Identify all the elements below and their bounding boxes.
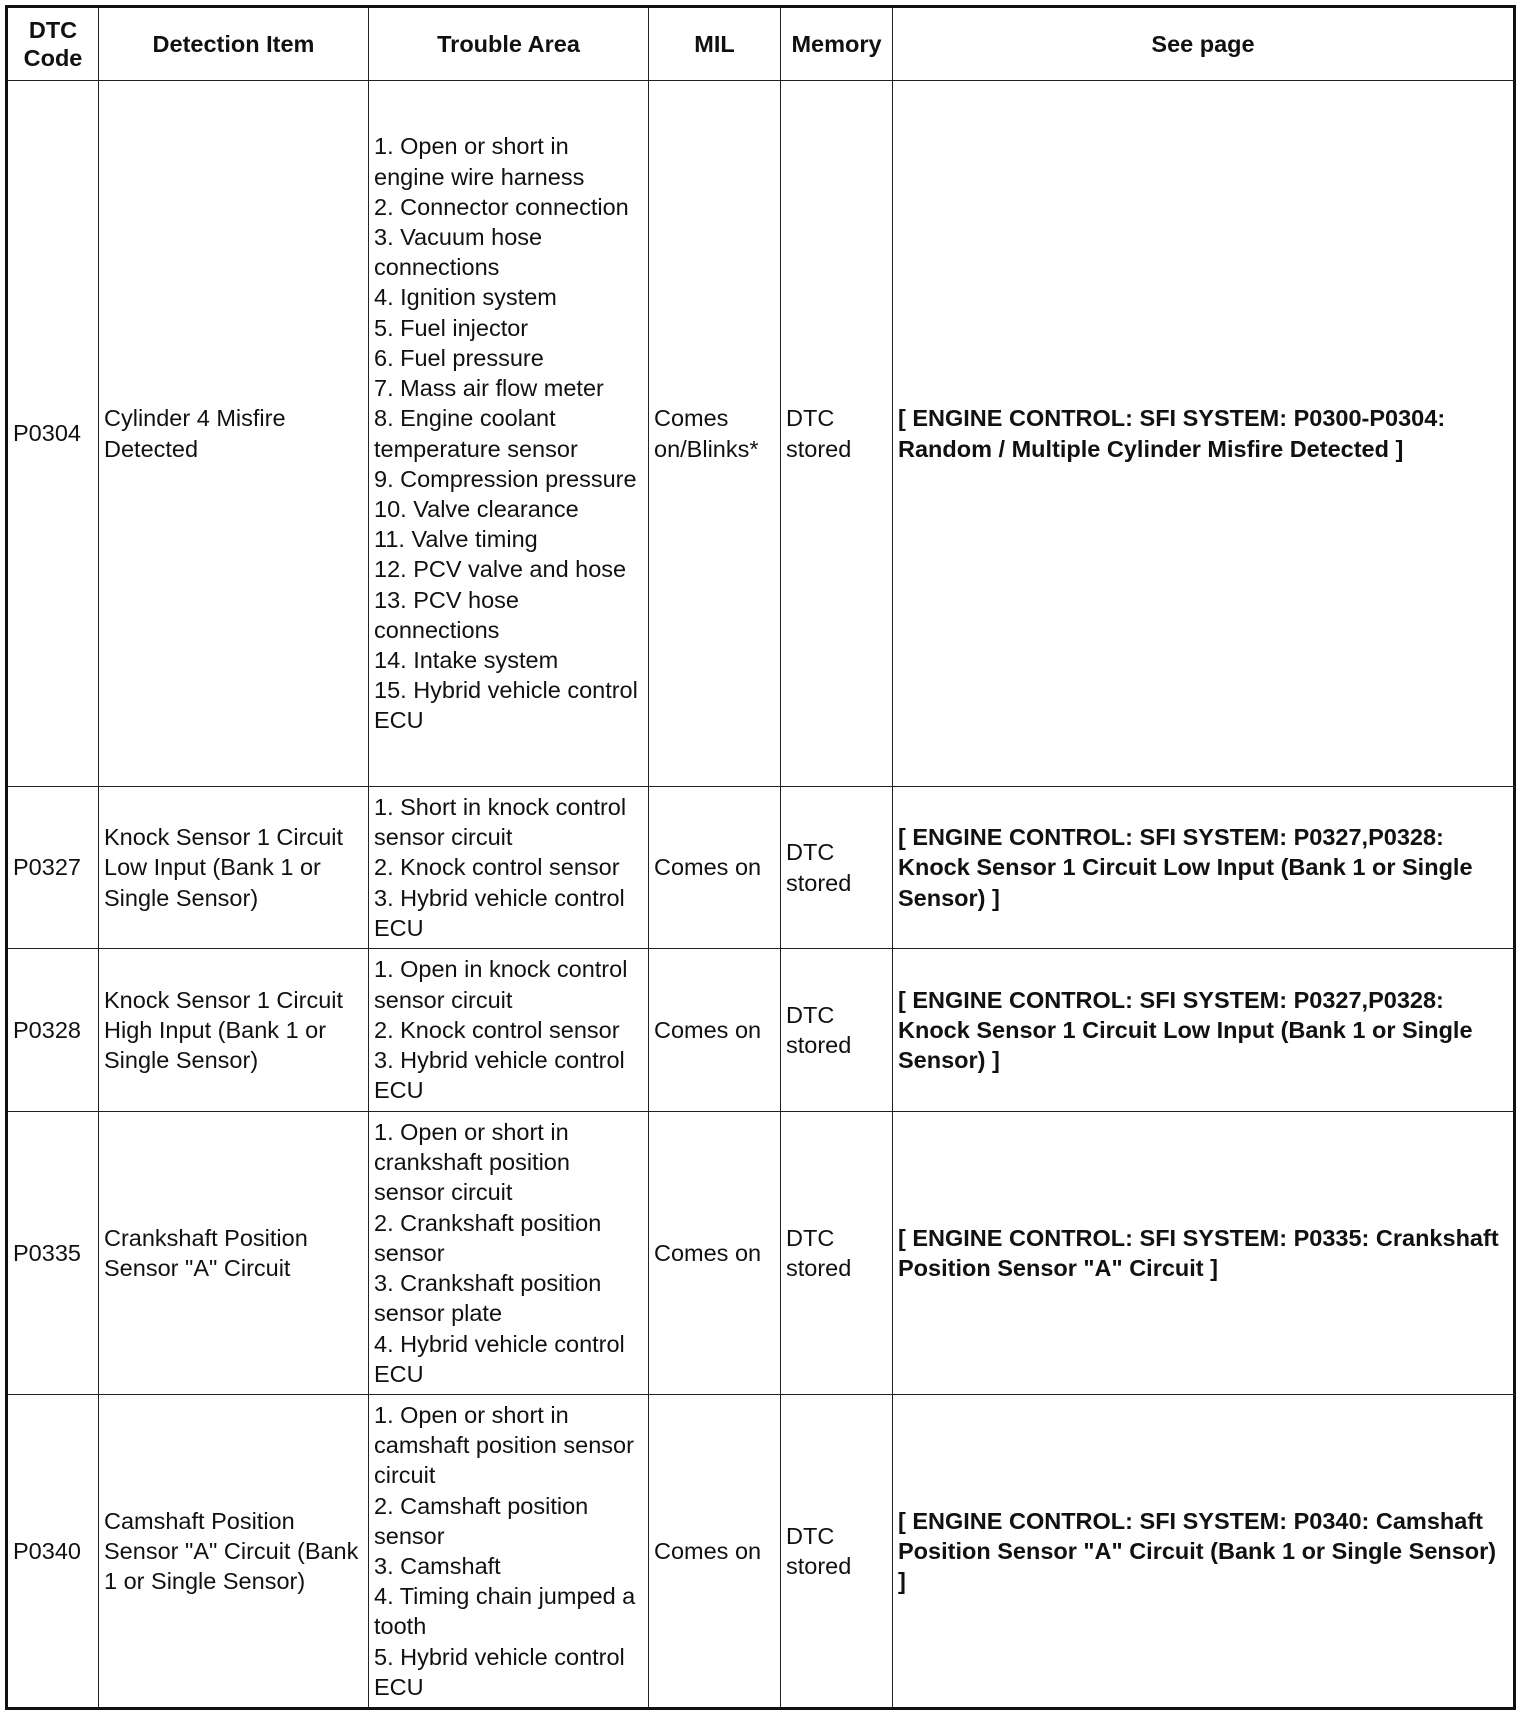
trouble-area-item: 13. PCV hose connections <box>374 586 520 643</box>
trouble-area-item: 1. Short in knock control sensor circuit <box>374 793 627 851</box>
table-header-row <box>7 7 1515 81</box>
header-mil: MIL <box>649 7 781 81</box>
trouble-area-item: 3. Vacuum hose connections <box>374 224 543 281</box>
trouble-area-cell <box>369 1395 649 1709</box>
header-memory: Memory <box>781 7 893 81</box>
mil-cell: Comes on/Blinks* <box>649 81 781 787</box>
trouble-area-item: 9. Compression pressure <box>374 465 637 492</box>
table-row <box>7 787 1515 949</box>
table-row <box>7 81 1515 787</box>
dtc-code-cell: P0335 <box>7 1112 99 1395</box>
trouble-area-cell <box>369 81 649 787</box>
mil-cell: Comes on <box>649 1395 781 1709</box>
detection-item-cell: Knock Sensor 1 Circuit High Input (Bank 1 or Single Sensor) <box>99 949 369 1112</box>
trouble-area-item: 14. Intake system <box>374 646 559 673</box>
memory-cell: DTC stored <box>781 81 893 787</box>
trouble-area-item: 3. Crankshaft position sensor plate <box>374 1270 602 1327</box>
dtc-code-cell: P0328 <box>7 949 99 1112</box>
trouble-area-item: 2. Knock control sensor <box>374 1016 620 1043</box>
trouble-area-cell <box>369 787 649 949</box>
memory-cell: DTC stored <box>781 1395 893 1709</box>
trouble-area-item: 4. Hybrid vehicle control ECU <box>374 1330 625 1387</box>
trouble-area-item: 8. Engine coolant temperature sensor <box>374 405 578 462</box>
trouble-area-item: 5. Hybrid vehicle control ECU <box>374 1643 625 1700</box>
trouble-area-item: 11. Valve timing <box>374 526 538 553</box>
dtc-table <box>5 5 1516 1710</box>
header-see-page: See page <box>893 7 1515 81</box>
trouble-area-item: 2. Camshaft position sensor <box>374 1492 589 1549</box>
trouble-area-item: 1. Open in knock control sensor circuit <box>374 956 628 1013</box>
dtc-code-cell: P0327 <box>7 787 99 949</box>
see-page-link[interactable]: [ ENGINE CONTROL: SFI SYSTEM: P0327,P0328: Knock Sensor 1 Circuit Low Input (Bank 1 or Single Sensor) ] <box>893 787 1515 949</box>
detection-item-cell: Crankshaft Position Sensor "A" Circuit <box>99 1112 369 1395</box>
trouble-area-item: 15. Hybrid vehicle control ECU <box>374 677 638 734</box>
dtc-code-cell: P0340 <box>7 1395 99 1709</box>
see-page-link[interactable]: [ ENGINE CONTROL: SFI SYSTEM: P0340: Camshaft Position Sensor "A" Circuit (Bank 1 or Single Sensor) ] <box>893 1395 1515 1709</box>
trouble-area-item: 2. Connector connection <box>374 193 629 220</box>
mil-cell: Comes on <box>649 787 781 949</box>
trouble-area-item: 6. Fuel pressure <box>374 344 544 371</box>
table-row <box>7 949 1515 1112</box>
see-page-link[interactable]: [ ENGINE CONTROL: SFI SYSTEM: P0327,P0328: Knock Sensor 1 Circuit Low Input (Bank 1 or Single Sensor) ] <box>893 949 1515 1112</box>
trouble-area-item: 1. Open or short in crankshaft position sensor circuit <box>374 1119 570 1206</box>
detection-item-cell: Cylinder 4 Misfire Detected <box>99 81 369 787</box>
trouble-area-item: 1. Open or short in engine wire harness <box>374 133 585 190</box>
mil-cell: Comes on <box>649 1112 781 1395</box>
trouble-area-cell <box>369 949 649 1112</box>
memory-cell: DTC stored <box>781 787 893 949</box>
trouble-area-item: 10. Valve clearance <box>374 495 579 522</box>
trouble-area-item: 3. Camshaft <box>374 1553 501 1579</box>
trouble-area-item: 4. Ignition system <box>374 284 557 311</box>
table-row <box>7 1395 1515 1709</box>
trouble-area-item: 7. Mass air flow meter <box>374 375 604 402</box>
trouble-area-item: 2. Knock control sensor <box>374 854 620 881</box>
see-page-link[interactable]: [ ENGINE CONTROL: SFI SYSTEM: P0335: Crankshaft Position Sensor "A" Circuit ] <box>893 1112 1515 1395</box>
trouble-area-item: 5. Fuel injector <box>374 314 529 341</box>
table-row <box>7 1112 1515 1395</box>
trouble-area-item: 2. Crankshaft position sensor <box>374 1209 602 1266</box>
trouble-area-cell <box>369 1112 649 1395</box>
detection-item-cell: Knock Sensor 1 Circuit Low Input (Bank 1 or Single Sensor) <box>99 787 369 949</box>
header-trouble-area: Trouble Area <box>369 7 649 81</box>
memory-cell: DTC stored <box>781 949 893 1112</box>
mil-cell: Comes on <box>649 949 781 1112</box>
trouble-area-item: 3. Hybrid vehicle control ECU <box>374 1047 625 1104</box>
detection-item-cell: Camshaft Position Sensor "A" Circuit (Bank 1 or Single Sensor) <box>99 1395 369 1709</box>
trouble-area-item: 4. Timing chain jumped a tooth <box>374 1583 636 1640</box>
header-dtc-code: DTC Code <box>7 7 99 81</box>
table-body <box>7 81 1515 1709</box>
dtc-table-container <box>5 5 1516 1710</box>
memory-cell: DTC stored <box>781 1112 893 1395</box>
trouble-area-item: 3. Hybrid vehicle control ECU <box>374 884 625 941</box>
see-page-link[interactable]: [ ENGINE CONTROL: SFI SYSTEM: P0300-P0304: Random / Multiple Cylinder Misfire Detected ] <box>893 81 1515 787</box>
trouble-area-item: 1. Open or short in camshaft position sensor circuit <box>374 1401 634 1489</box>
dtc-code-cell: P0304 <box>7 81 99 787</box>
trouble-area-item: 12. PCV valve and hose <box>374 556 627 583</box>
header-detection-item: Detection Item <box>99 7 369 81</box>
